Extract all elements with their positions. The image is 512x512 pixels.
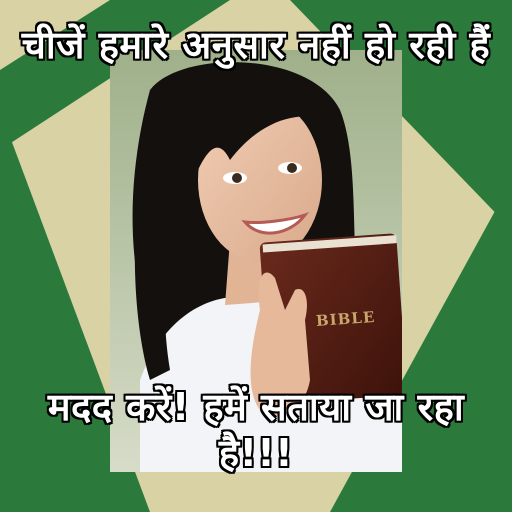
- top-caption: चीजें हमारे अनुसार नहीं हो रही हैं: [21, 23, 491, 67]
- bible-title: BIBLE: [315, 307, 376, 330]
- left-pupil: [232, 173, 242, 183]
- right-pupil: [287, 163, 297, 173]
- bottom-caption: मदद करें! हमें सताया जा रहा है!!!: [47, 385, 465, 475]
